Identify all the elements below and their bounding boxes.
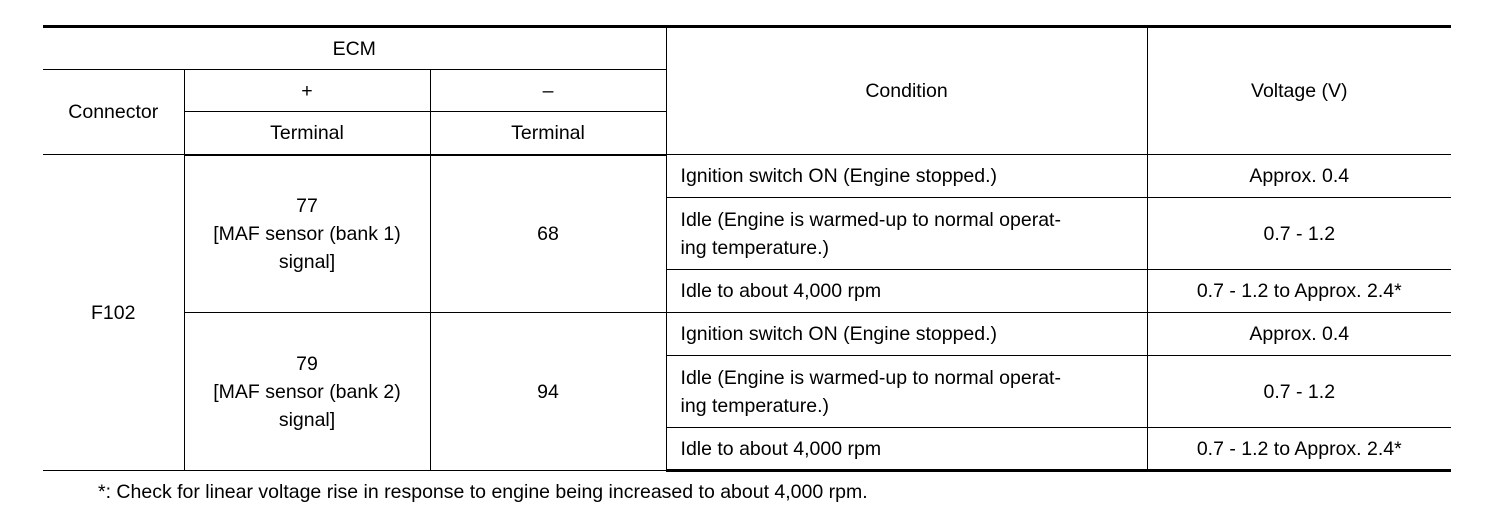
- condition-cell: Idle to about 4,000 rpm: [666, 428, 1147, 471]
- plus-terminal-cell: 79 [MAF sensor (bank 2) signal]: [184, 313, 430, 471]
- condition-cell: Idle to about 4,000 rpm: [666, 270, 1147, 313]
- condition-cell: Ignition switch ON (Engine stopped.): [666, 313, 1147, 356]
- voltage-cell: 0.7 - 1.2: [1147, 198, 1451, 270]
- plus-terminal-header: Terminal: [184, 112, 430, 155]
- voltage-cell: 0.7 - 1.2 to Approx. 2.4*: [1147, 270, 1451, 313]
- minus-terminal-header: Terminal: [430, 112, 666, 155]
- voltage-cell: 0.7 - 1.2: [1147, 356, 1451, 428]
- connector-header: Connector: [43, 70, 184, 155]
- minus-terminal-cell: 94: [430, 313, 666, 471]
- minus-header: –: [430, 70, 666, 112]
- condition-cell: Idle (Engine is warmed-up to normal operat- ing temperature.): [666, 198, 1147, 270]
- ecm-header: ECM: [43, 27, 666, 70]
- voltage-cell: Approx. 0.4: [1147, 313, 1451, 356]
- minus-terminal-cell: 68: [430, 155, 666, 313]
- footnote: *: Check for linear voltage rise in response to engine being increased to about 4,000 rpm.: [98, 481, 868, 503]
- plus-header: +: [184, 70, 430, 112]
- voltage-header: Voltage (V): [1147, 27, 1451, 155]
- condition-header: Condition: [666, 27, 1147, 155]
- voltage-cell: Approx. 0.4: [1147, 155, 1451, 198]
- condition-cell: Idle (Engine is warmed-up to normal operat- ing temperature.): [666, 356, 1147, 428]
- voltage-cell: 0.7 - 1.2 to Approx. 2.4*: [1147, 428, 1451, 471]
- ecm-terminal-table: [43, 25, 1451, 472]
- connector-cell: F102: [43, 155, 184, 471]
- condition-cell: Ignition switch ON (Engine stopped.): [666, 155, 1147, 198]
- plus-terminal-cell: 77 [MAF sensor (bank 1) signal]: [184, 155, 430, 313]
